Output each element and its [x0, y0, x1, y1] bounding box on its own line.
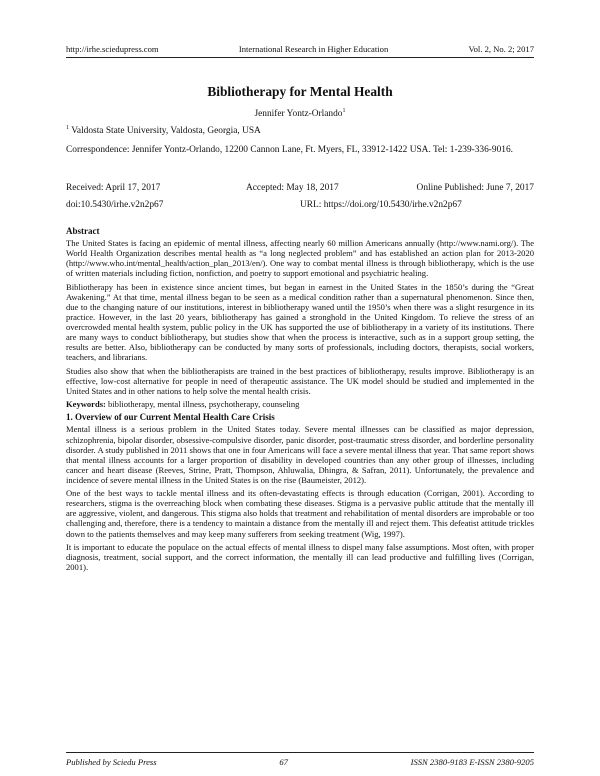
main-text	[66, 226, 534, 575]
journal-url[interactable]: http://irhe.sciedupress.com	[66, 44, 159, 54]
section-paragraph: Mental illness is a serious problem in the United States today. Severe mental illnesses can be classified as major depression, schizophrenia, bipolar disorder, obsessive-compulsive disorder, panic disorder, post-traumatic stress disorder, and borderline personality disorder. A study published in 2011 shows that one in four Americans will face a severe mental illness that year. That same report shows that mental illness accounts for a larger proportion of disability in developed countries than any other group of illnesses, including cancer and heart disease (Reeves, Strine, Pratt, Thompson, Ahluwalia, Dhingra, & Safran, 2011). Unfortunately, the prevalence and incidence of severe mental illness in the United States is on the rise (Baumeister, 2012).	[66, 424, 534, 485]
published-date: Online Published: June 7, 2017	[416, 183, 534, 193]
journal-name: International Research in Higher Education	[238, 44, 389, 54]
keywords-list: bibliotherapy, mental illness, psychotherapy, counseling	[108, 399, 300, 410]
doi-url[interactable]: URL: https://doi.org/10.5430/irhe.v2n2p67	[300, 200, 462, 210]
abstract-heading: Abstract	[66, 226, 100, 236]
keywords-label: Keywords:	[66, 399, 106, 410]
keywords	[66, 399, 534, 409]
accepted-date: Accepted: May 18, 2017	[246, 183, 339, 193]
abstract-paragraph: Studies also show that when the bibliotherapists are trained in the best practices of bibliotherapy, results improve. Bibliotherapy is an effective, low-cost alternative for people in need of therapeutic assistance. The UK model should be studied and implemented in the United States and in other nations to help solve the mental health crisis.	[66, 365, 534, 396]
publisher: Published by Sciedu Press	[66, 757, 157, 767]
section-paragraph: It is important to educate the populace on the actual effects of mental illness to dispel many false assumptions. Most often, with proper diagnosis, treatment, social support, and the correct information, the mentally ill can lead productive and fulfilling lives (Corrigan, 2001).	[66, 541, 534, 573]
abstract-paragraph: Bibliotherapy has been in existence since ancient times, but began in earnest in the United States in the 1850’s during the “Great Awakening.” At that time, mental illness began to be seen as a medical condition rather than a supernatural phenomenon. Since then, due to the changing nature of our institutions, interest in bibliotherapy waned until the 1950’s when there was a slight resurgence in its practice. However, in the last 20 years, bibliotherapy has gained a stronghold in the United Kingdom. To relieve the stress of an overcrowded mental health system, public policy in the UK has supported the use of bibliotherapy in a variety of its institutions. There are many ways to conduct bibliotherapy, but studies show that when the process is interactive, such as in a support group setting, the results are better. Also, bibliotherapy can be conducted by many sorts of professionals, including doctors, therapists, social workers, teachers, and librarians.	[66, 281, 534, 363]
affiliation-superscript: 1	[66, 124, 69, 131]
footer-rule	[66, 752, 534, 753]
page-number: 67	[279, 757, 288, 767]
abstract-paragraph: The United States is facing an epidemic of mental illness, affecting nearly 60 million Americans annually (http://www.nami.org/). The World Health Organization describes mental health as “a long neglected problem” and has established an action plan for 2013-2020 (http://www.who.int/mental_health/action_plan_2013/en/). One way to combat mental illness is through bibliotherapy, which is the use of written materials including fiction, nonfiction, and poetry to support emotional and psychiatric healing.	[66, 238, 534, 279]
issn: ISSN 2380-9183 E-ISSN 2380-9205	[410, 757, 534, 767]
section-heading: 1. Overview of our Current Mental Health Care Crisis	[66, 412, 275, 423]
author-superscript: 1	[342, 107, 346, 114]
section-paragraph: One of the best ways to tackle mental illness and its often-devastating effects is through education (Corrigan, 2001). According to researchers, stigma is the overreaching block when combating these diseases. Stigma is a pervasive public attitude that the mentally ill are aggressive, violent, and dangerous. This stigma also holds that treatment and rehabilitation of mental disorders are improbable or too challenging and, therefore, there is a tendency to maintain a distance from the mentally ill and reject them. This defeatist attitude trickles down to the patients themselves and may keep many sufferers from seeking treatment (Wig, 1997).	[66, 488, 534, 539]
paper-title: Bibliotherapy for Mental Health	[207, 84, 393, 99]
received-date: Received: April 17, 2017	[66, 183, 161, 193]
affiliation-text: Valdosta State University, Valdosta, Georgia, USA	[71, 126, 261, 136]
doi[interactable]: doi:10.5430/irhe.v2n2p67	[66, 200, 164, 210]
author-name: Jennifer Yontz-Orlando	[254, 109, 343, 119]
page-footer	[66, 757, 534, 767]
article-identifiers	[66, 200, 534, 213]
header-rule	[66, 57, 534, 58]
running-header	[66, 44, 534, 56]
author-line	[66, 109, 534, 119]
affiliation	[66, 126, 534, 136]
volume-info: Vol. 2, No. 2; 2017	[468, 44, 534, 54]
correspondence: Correspondence: Jennifer Yontz-Orlando, 12200 Cannon Lane, Ft. Myers, FL, 33912-1422 USA. Tel: 1-239-336-9016.	[66, 145, 514, 155]
publication-dates	[66, 183, 534, 196]
